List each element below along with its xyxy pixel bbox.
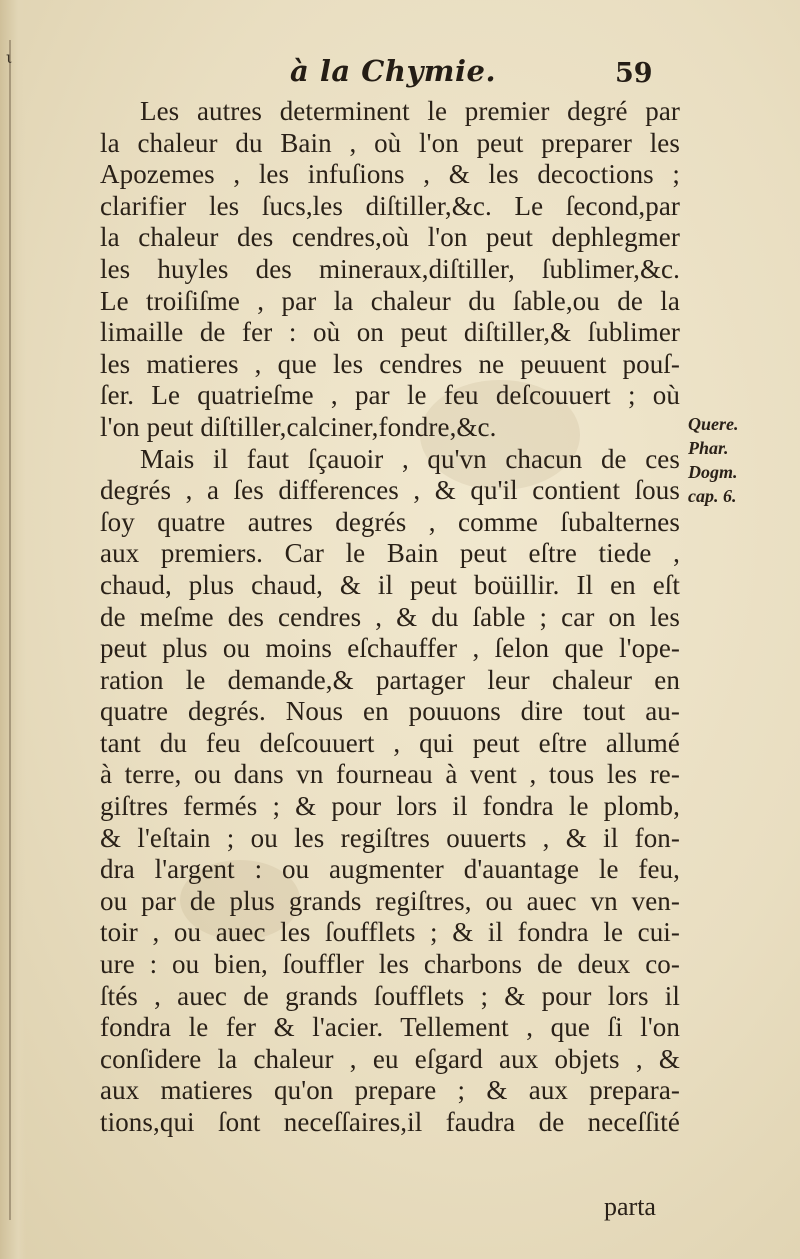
margin-note-line: cap. 6. (688, 486, 737, 506)
text-line: aux matieres qu'on prepare ; & aux prepara- (100, 1075, 680, 1106)
text-line: Apozemes , les infuſions , & les decoctions ; (100, 159, 680, 190)
text-line: quatre degrés. Nous en pouuons dire tout au- (100, 696, 680, 727)
margin-note-line: Dogm. (688, 462, 738, 482)
text-line: ration le demande,& partager leur chaleur en (100, 664, 680, 695)
margin-note-line: Phar. (688, 438, 729, 458)
text-line: de meſme des cendres , & du ſable ; car on les (100, 601, 680, 632)
text-line: à terre, ou dans vn fourneau à vent , tous les re- (100, 759, 680, 790)
text-line: giſtres fermés ; & pour lors il fondra le plomb, (100, 791, 680, 822)
page-gutter (0, 0, 26, 1259)
margin-note (688, 412, 788, 508)
text-line: conſidere la chaleur , eu eſgard aux objets , & (100, 1043, 680, 1074)
text-line: peut plus ou moins eſchauffer , ſelon que l'ope- (100, 633, 680, 664)
text-line: tant du feu deſcouuert , qui peut eſtre allumé (100, 727, 680, 758)
text-line: Les autres determinent le premier degré par (140, 96, 680, 126)
text-line: dra l'argent : ou augmenter d'auantage le feu, (100, 854, 680, 885)
text-line: & l'eſtain ; ou les regiſtres ouuerts , & il fon- (100, 822, 680, 853)
text-line: les matieres , que les cendres ne peuuent pouſ- (100, 348, 680, 379)
text-line: Mais il faut ſçauoir , qu'vn chacun de ces (140, 443, 680, 474)
text-line: la chaleur des cendres,où l'on peut dephlegmer (100, 222, 680, 253)
text-line: chaud, plus chaud, & il peut boüillir. Il en eſt (100, 569, 680, 600)
text-line: ſtés , auec de grands ſoufflets ; & pour lors il (100, 980, 680, 1011)
text-line: l'on peut diſtiller,calciner,fondre,&c. (100, 411, 497, 442)
text-line: les huyles des mineraux,diſtiller, ſublimer,&c. (100, 253, 680, 284)
text-line: fondra le fer & l'acier. Tellement , que ſi l'on (100, 1012, 680, 1043)
page-number: 59 (615, 58, 653, 89)
running-title: à la Chymie. (290, 54, 497, 88)
text-line: la chaleur du Bain , où l'on peut preparer les (100, 127, 680, 158)
text-line: toir , ou auec les ſoufflets ; & il fondra le cui- (100, 917, 680, 948)
text-line: aux premiers. Car le Bain peut eſtre tiede , (100, 538, 680, 569)
gutter-mark: ι (6, 48, 13, 67)
text-line: tions,qui ſont neceſſaires,il faudra de neceſſité (100, 1107, 680, 1137)
text-line: limaille de fer : où on peut diſtiller,& ſublimer (100, 317, 680, 348)
text-line: Le troiſiſme , par la chaleur du ſable,ou de la (100, 285, 680, 316)
running-head (0, 54, 800, 94)
text-line: ſoy quatre autres degrés , comme ſubalternes (100, 506, 680, 537)
text-line: ou par de plus grands regiſtres, ou auec vn ven- (100, 885, 680, 916)
binding-edge (9, 40, 11, 1220)
text-line: ure : ou bien, ſouffler les charbons de deux co- (100, 949, 680, 980)
text-line: ſer. Le quatrieſme , par le feu deſcouuert ; où (100, 380, 680, 411)
text-line: clarifier les ſucs,les diſtiller,&c. Le ſecond,par (100, 190, 680, 221)
body-text (100, 96, 680, 1139)
text-line: degrés , a ſes differences , & qu'il contient ſous (100, 475, 680, 506)
margin-note-line: Quere. (688, 414, 739, 434)
catchword: parta (604, 1192, 656, 1221)
